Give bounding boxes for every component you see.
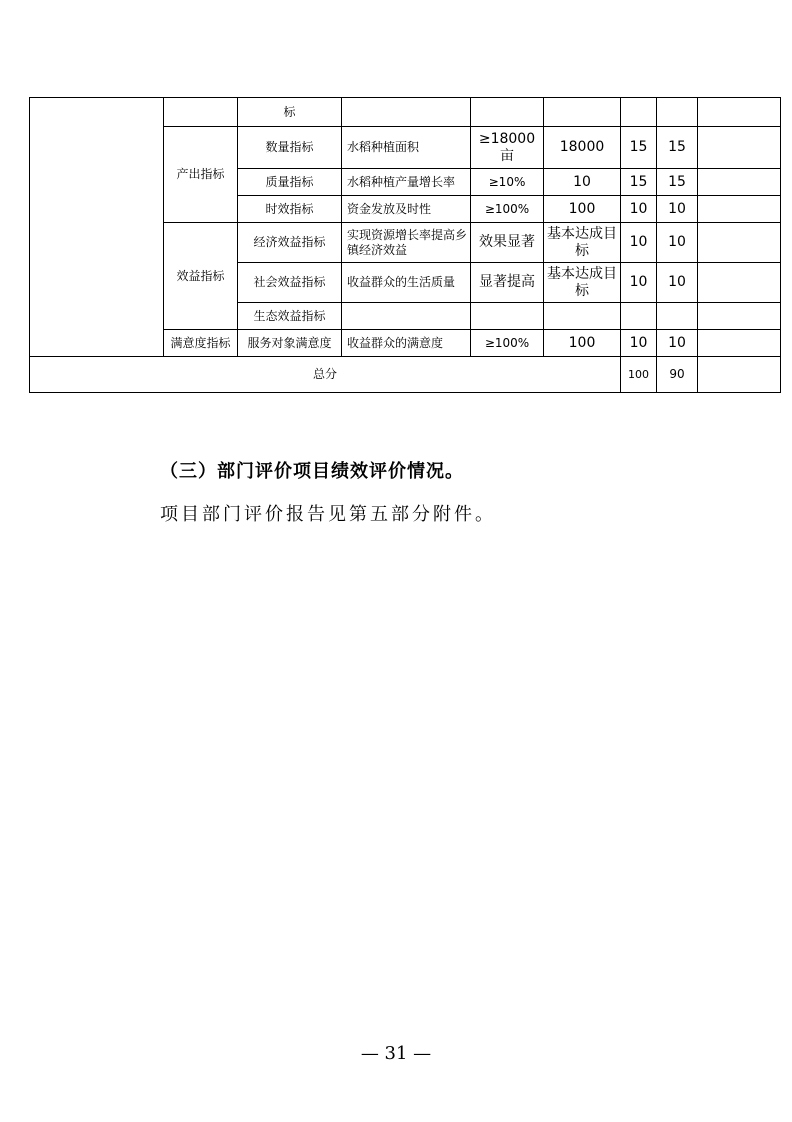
tertiary-indicator-cell: 社会效益指标 — [238, 263, 342, 303]
score-cell: 15 — [657, 127, 698, 169]
weight-cell: 10 — [621, 196, 657, 223]
total-score-cell: 90 — [657, 357, 698, 393]
tertiary-indicator-cell: 质量指标 — [238, 169, 342, 196]
tertiary-indicator-cell: 生态效益指标 — [238, 303, 342, 330]
score-cell: 10 — [657, 223, 698, 263]
target-value-cell: ≥100% — [471, 196, 544, 223]
page-number: — 31 — — [360, 1043, 432, 1064]
remark-cell — [698, 127, 781, 169]
benefit-category-cell: 效益指标 — [164, 223, 238, 330]
weight-cell: 15 — [621, 127, 657, 169]
tertiary-indicator-cell: 时效指标 — [238, 196, 342, 223]
score-cell — [657, 303, 698, 330]
weight-cell: 10 — [621, 223, 657, 263]
target-value-cell: ≥100% — [471, 330, 544, 357]
actual-value-cell: 18000 — [544, 127, 621, 169]
total-weight-cell: 100 — [621, 357, 657, 393]
actual-value-cell: 10 — [544, 169, 621, 196]
remark-cell — [698, 263, 781, 303]
score-cell: 10 — [657, 196, 698, 223]
score-cell: 10 — [657, 330, 698, 357]
blank-category-cell — [164, 98, 238, 127]
actual-value-cell: 100 — [544, 330, 621, 357]
output-category-cell: 产出指标 — [164, 127, 238, 223]
weight-cell: 15 — [621, 169, 657, 196]
total-label-cell: 总分 — [30, 357, 621, 393]
target-value-cell: ≥10% — [471, 169, 544, 196]
remark-cell — [698, 357, 781, 393]
weight-cell: 10 — [621, 330, 657, 357]
tertiary-indicator-cell: 标 — [238, 98, 342, 127]
blank-first-column-cell — [30, 98, 164, 357]
target-value-cell: ≥18000亩 — [471, 127, 544, 169]
target-value-cell — [471, 303, 544, 330]
actual-value-cell: 100 — [544, 196, 621, 223]
tertiary-indicator-cell: 经济效益指标 — [238, 223, 342, 263]
score-cell: 10 — [657, 263, 698, 303]
tertiary-indicator-cell: 数量指标 — [238, 127, 342, 169]
remark-cell — [698, 196, 781, 223]
remark-cell — [698, 330, 781, 357]
actual-value-cell: 基本达成目标 — [544, 263, 621, 303]
indicator-content-cell: 收益群众的满意度 — [342, 330, 471, 357]
indicator-content-cell: 资金发放及时性 — [342, 196, 471, 223]
actual-value-cell: 基本达成目标 — [544, 223, 621, 263]
remark-cell — [698, 303, 781, 330]
performance-table — [29, 97, 781, 393]
tertiary-indicator-cell: 服务对象满意度 — [238, 330, 342, 357]
table-row — [30, 98, 781, 127]
target-value-cell: 显著提高 — [471, 263, 544, 303]
score-cell: 15 — [657, 169, 698, 196]
remark-cell — [698, 169, 781, 196]
remark-cell — [698, 223, 781, 263]
indicator-content-cell: 实现资源增长率提高乡镇经济效益 — [342, 223, 471, 263]
total-row — [30, 357, 781, 393]
actual-value-cell — [544, 303, 621, 330]
satisfaction-category-cell: 满意度指标 — [164, 330, 238, 357]
indicator-content-cell — [342, 303, 471, 330]
target-value-cell: 效果显著 — [471, 223, 544, 263]
section-heading: （三）部门评价项目绩效评价情况。 — [160, 461, 464, 482]
indicator-content-cell: 水稻种植产量增长率 — [342, 169, 471, 196]
section-paragraph: 项目部门评价报告见第五部分附件。 — [160, 504, 496, 525]
weight-cell: 10 — [621, 263, 657, 303]
indicator-content-cell: 水稻种植面积 — [342, 127, 471, 169]
indicator-content-cell: 收益群众的生活质量 — [342, 263, 471, 303]
weight-cell — [621, 303, 657, 330]
